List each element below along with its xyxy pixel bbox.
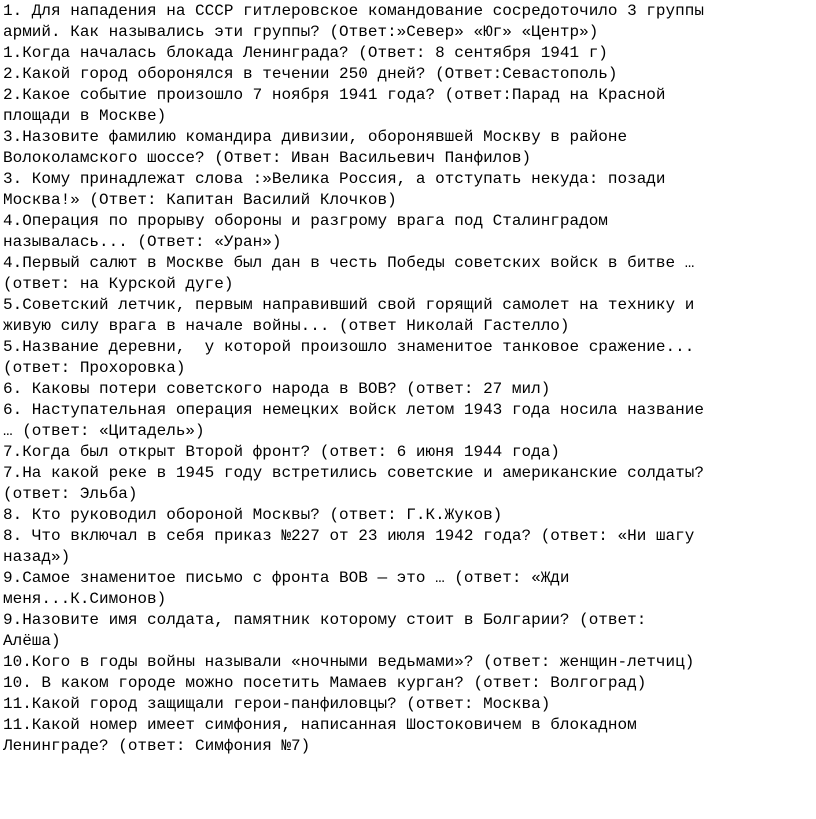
text-line: (ответ: Прохоровка) [3,359,186,377]
text-line: 9.Самое знаменитое письмо с фронта ВОВ — это … (ответ: «Жди [3,569,570,587]
text-line: 2.Какой город оборонялся в течении 250 дней? (Ответ:Севастополь) [3,65,618,83]
text-line: 1. Для нападения на СССР гитлеровское командование сосредоточило 3 группы [3,2,704,20]
text-line: 5.Советский летчик, первым направивший свой горящий самолет на технику и [3,296,695,314]
text-line: 4.Операция по прорыву обороны и разгрому врага под Сталинградом [3,212,608,230]
text-line: 7.На какой реке в 1945 году встретились советские и американские солдаты? [3,464,704,482]
text-line: (ответ: Эльба) [3,485,138,503]
text-line: 6. Наступательная операция немецких войск летом 1943 года носила название [3,401,704,419]
text-line: 5.Название деревни, у которой произошло знаменитое танковое сражение... [3,338,695,356]
text-line: Ленинграде? (ответ: Симфония №7) [3,737,311,755]
text-line: 10. В каком городе можно посетить Мамаев курган? (ответ: Волгоград) [3,674,647,692]
text-line: 3.Назовите фамилию командира дивизии, оборонявшей Москву в районе [3,128,628,146]
text-line: 1.Когда началась блокада Ленинграда? (Ответ: 8 сентября 1941 г) [3,44,608,62]
text-line: 7.Когда был открыт Второй фронт? (ответ: 6 июня 1944 года) [3,443,560,461]
text-line: 4.Первый салют в Москве был дан в честь Победы советских войск в битве … [3,254,695,272]
text-line: Алёша) [3,632,61,650]
text-line: 9.Назовите имя солдата, памятник которому стоит в Болгарии? (ответ: [3,611,647,629]
quiz-document [3,1,815,757]
text-line: … (ответ: «Цитадель») [3,422,205,440]
text-line: 2.Какое событие произошло 7 ноября 1941 года? (ответ:Парад на Красной [3,86,666,104]
text-line: Москва!» (Ответ: Капитан Василий Клочков) [3,191,397,209]
text-line: 8. Кто руководил обороной Москвы? (ответ: Г.К.Жуков) [3,506,503,524]
text-line: называлась... (Ответ: «Уран») [3,233,282,251]
text-line: 10.Кого в годы войны называли «ночными ведьмами»? (ответ: женщин-летчиц) [3,653,695,671]
text-line: 11.Какой номер имеет симфония, написанная Шостоковичем в блокадном [3,716,637,734]
text-line: (ответ: на Курской дуге) [3,275,234,293]
text-line: 11.Какой город защищали герои-панфиловцы? (ответ: Москва) [3,695,551,713]
text-line: 8. Что включал в себя приказ №227 от 23 июля 1942 года? (ответ: «Ни шагу [3,527,695,545]
text-line: Волоколамского шоссе? (Ответ: Иван Васильевич Панфилов) [3,149,532,167]
text-line: площади в Москве) [3,107,167,125]
text-line: меня...К.Симонов) [3,590,167,608]
text-line: армий. Как назывались эти группы? (Ответ:»Север» «Юг» «Центр») [3,23,599,41]
text-line: назад») [3,548,71,566]
text-line: живую силу врага в начале войны... (ответ Николай Гастелло) [3,317,570,335]
text-line: 6. Каковы потери советского народа в ВОВ? (ответ: 27 мил) [3,380,551,398]
text-line: 3. Кому принадлежат слова :»Велика Россия, а отступать некуда: позади [3,170,666,188]
